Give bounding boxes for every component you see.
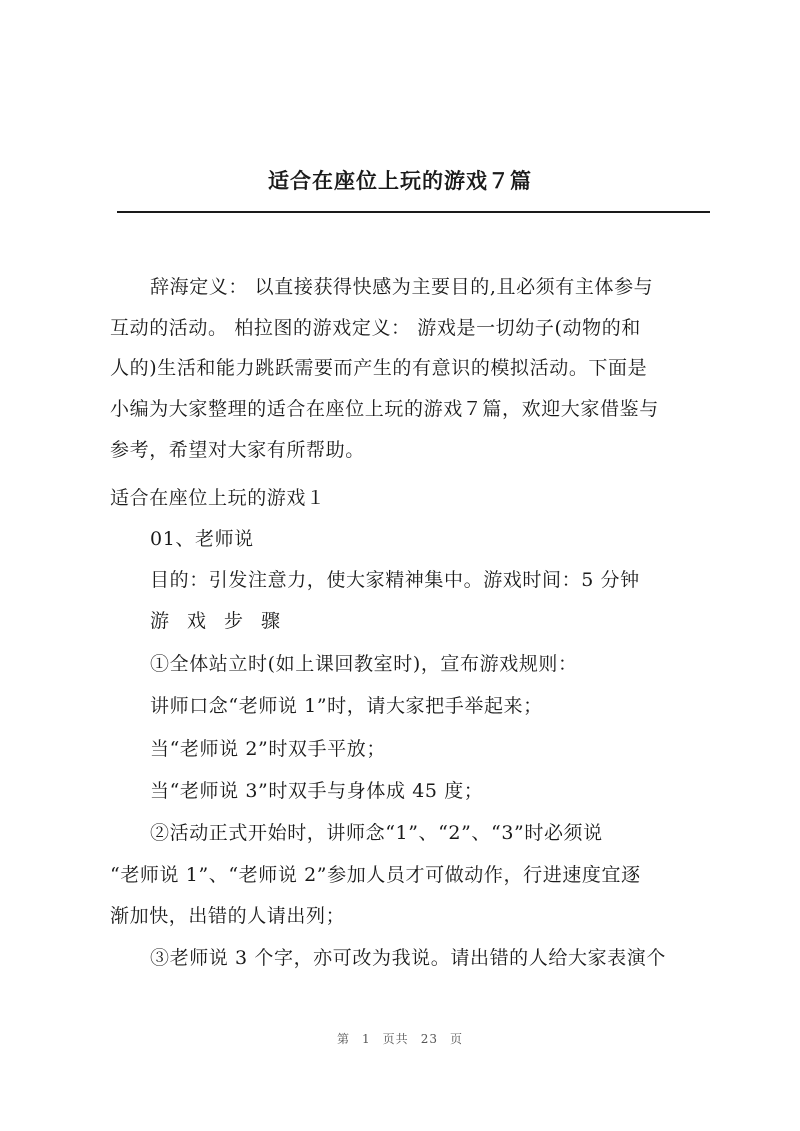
section-heading: 适合在座位上玩的游戏１ <box>110 487 326 509</box>
body-line-2: 互动的活动。 柏拉图的游戏定义： 游戏是一切幼子(动物的和 <box>110 317 641 339</box>
step-1-detail-1: 讲师口念“老师说 1”时，请大家把手举起来； <box>150 695 543 717</box>
footer-total-pages: 23 <box>420 1032 438 1046</box>
subsection-heading: 01、老师说 <box>150 528 254 550</box>
step-2-continued-2: 渐加快，出错的人请出列； <box>110 905 346 927</box>
step-2-continued-1: “老师说 1”、“老师说 2”参加人员才可做动作，行进速度宜逐 <box>110 864 641 886</box>
step-1-detail-2: 当“老师说 2”时双手平放； <box>150 738 386 760</box>
page-footer <box>0 1030 800 1047</box>
body-line-1: 辞海定义： 以直接获得快感为主要目的,且必须有主体参与 <box>150 276 654 298</box>
body-line-4: 小编为大家整理的适合在座位上玩的游戏７篇，欢迎大家借鉴与 <box>110 398 659 420</box>
body-line-3: 人的)生活和能力跳跃需要而产生的有意识的模拟活动。下面是 <box>110 357 648 379</box>
footer-label-end: 页 <box>449 1032 463 1046</box>
step-3: ③老师说 3 个字，亦可改为我说。请出错的人给大家表演个 <box>150 947 666 969</box>
footer-label-page: 第 <box>337 1032 351 1046</box>
step-2: ②活动正式开始时，讲师念“1”、“2”、“3”时必须说 <box>150 822 603 844</box>
body-line-5: 参考，希望对大家有所帮助。 <box>110 439 365 461</box>
body-line-purpose: 目的：引发注意力，使大家精神集中。游戏时间：5 分钟 <box>150 569 640 591</box>
step-1-detail-3: 当“老师说 3”时双手与身体成 45 度； <box>150 780 484 802</box>
footer-label-of: 页共 <box>382 1032 409 1046</box>
steps-heading: 游戏步骤 <box>150 610 299 632</box>
title-divider <box>117 211 710 213</box>
page-title: 适合在座位上玩的游戏７篇 <box>268 168 532 193</box>
step-1: ①全体站立时(如上课回教室时)，宣布游戏规则： <box>150 653 578 675</box>
footer-current-page: 1 <box>362 1032 371 1046</box>
